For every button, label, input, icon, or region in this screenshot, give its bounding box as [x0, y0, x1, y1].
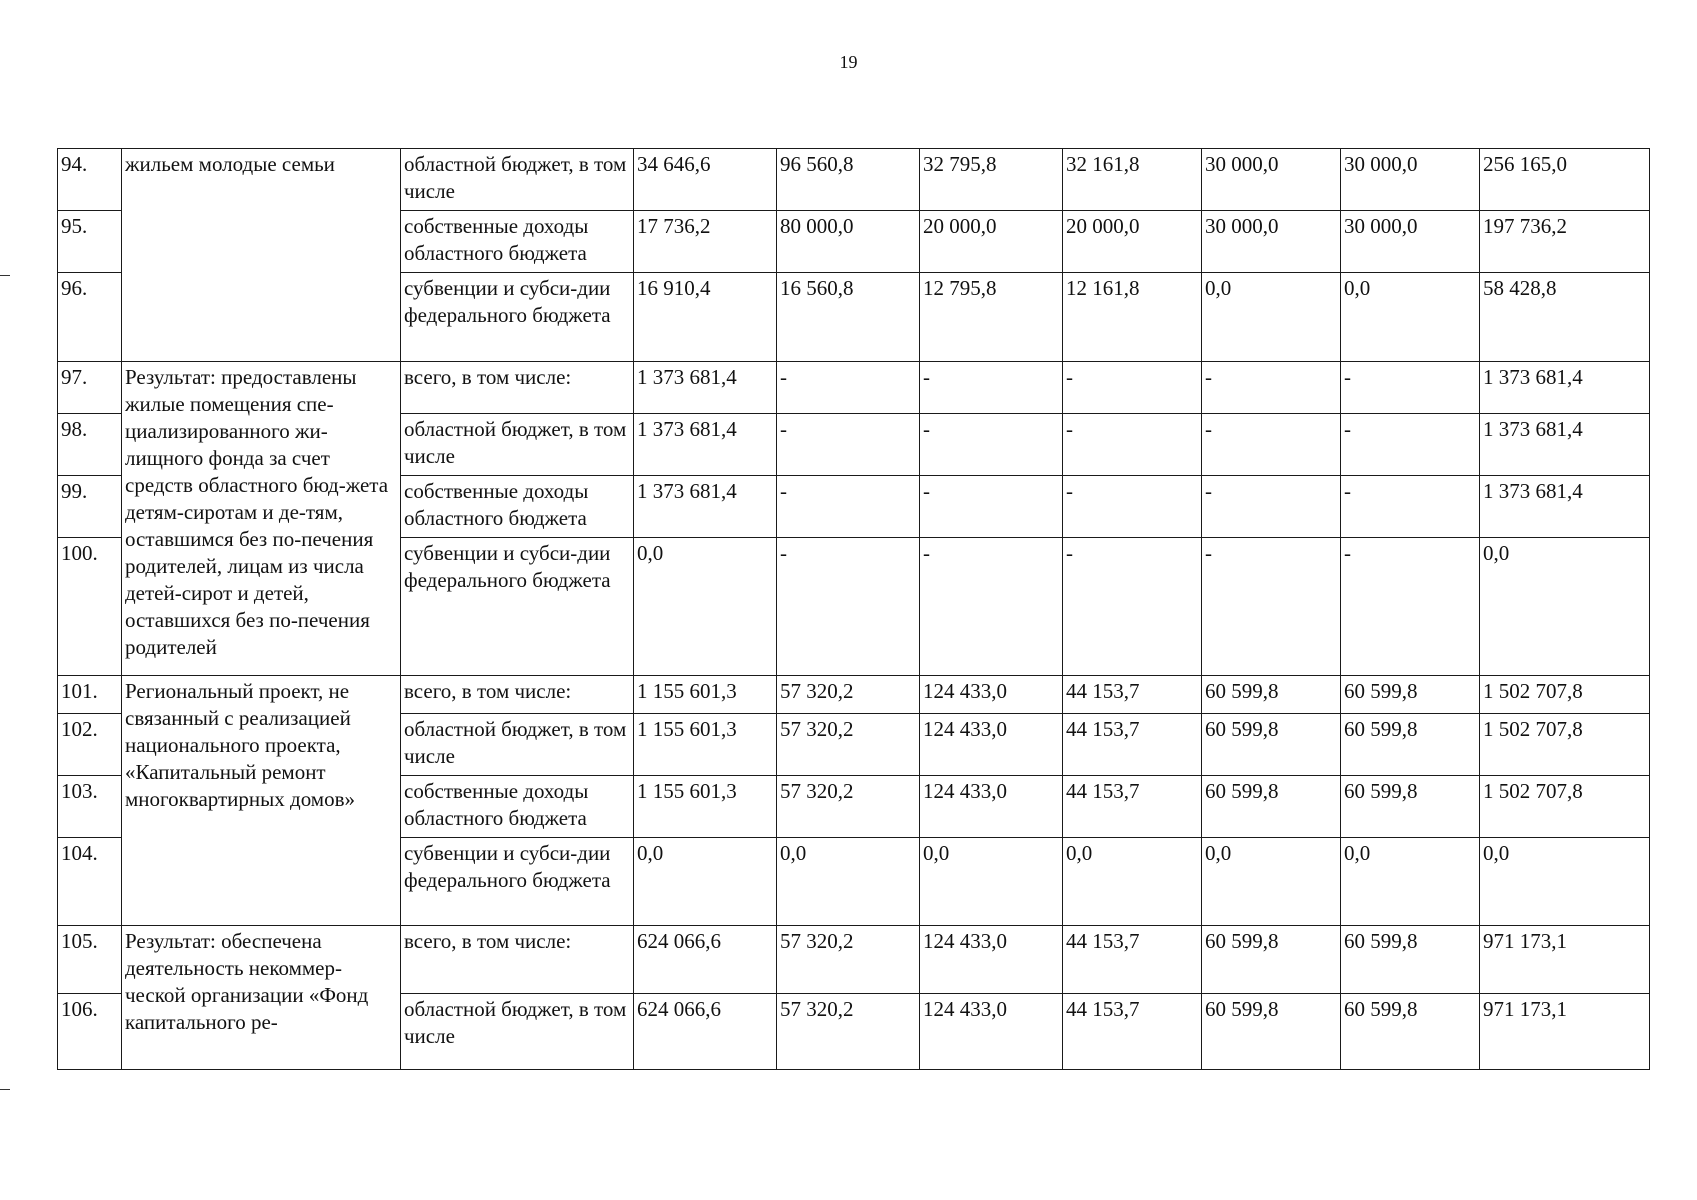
value-cell: 0,0 [634, 838, 777, 926]
table-body [58, 149, 1650, 1070]
value-cell: 57 320,2 [777, 776, 920, 838]
funding-source: областной бюджет, в том числе [401, 414, 634, 476]
table-row [58, 676, 1650, 714]
value-cell: 1 155 601,3 [634, 714, 777, 776]
total-cell: 0,0 [1480, 538, 1650, 676]
value-cell: 624 066,6 [634, 994, 777, 1070]
value-cell: - [1341, 414, 1480, 476]
total-cell: 1 502 707,8 [1480, 776, 1650, 838]
value-cell: 57 320,2 [777, 926, 920, 994]
funding-source: всего, в том числе: [401, 676, 634, 714]
value-cell: 0,0 [634, 538, 777, 676]
row-number: 96. [58, 273, 122, 362]
value-cell: 624 066,6 [634, 926, 777, 994]
row-number: 95. [58, 211, 122, 273]
table-row [58, 926, 1650, 994]
table-row [58, 149, 1650, 211]
total-cell: 256 165,0 [1480, 149, 1650, 211]
row-number: 106. [58, 994, 122, 1070]
value-cell: - [1063, 538, 1202, 676]
value-cell: 20 000,0 [920, 211, 1063, 273]
row-number: 104. [58, 838, 122, 926]
value-cell: 30 000,0 [1202, 211, 1341, 273]
funding-source: всего, в том числе: [401, 362, 634, 414]
margin-mark [0, 1089, 10, 1090]
value-cell: - [777, 538, 920, 676]
value-cell: 124 433,0 [920, 994, 1063, 1070]
group-label: Региональный проект, не связанный с реализацией национального проекта, «Капитальный ремонт многоквартирных домов» [122, 676, 401, 926]
value-cell: 60 599,8 [1341, 994, 1480, 1070]
value-cell: - [920, 538, 1063, 676]
value-cell: - [1063, 476, 1202, 538]
value-cell: 0,0 [1341, 273, 1480, 362]
budget-table [57, 148, 1650, 1070]
value-cell: 1 373 681,4 [634, 362, 777, 414]
row-number: 102. [58, 714, 122, 776]
value-cell: - [920, 362, 1063, 414]
value-cell: 60 599,8 [1341, 776, 1480, 838]
value-cell: 60 599,8 [1202, 776, 1341, 838]
row-number: 103. [58, 776, 122, 838]
value-cell: 0,0 [1063, 838, 1202, 926]
value-cell: 60 599,8 [1341, 676, 1480, 714]
value-cell: 30 000,0 [1341, 211, 1480, 273]
value-cell: 57 320,2 [777, 994, 920, 1070]
value-cell: 34 646,6 [634, 149, 777, 211]
value-cell: - [920, 476, 1063, 538]
value-cell: - [777, 414, 920, 476]
page-number: 19 [839, 52, 858, 72]
value-cell: 12 795,8 [920, 273, 1063, 362]
value-cell: - [1202, 362, 1341, 414]
value-cell: 60 599,8 [1202, 714, 1341, 776]
row-number: 105. [58, 926, 122, 994]
value-cell: 124 433,0 [920, 676, 1063, 714]
row-number: 100. [58, 538, 122, 676]
value-cell: 80 000,0 [777, 211, 920, 273]
row-number: 97. [58, 362, 122, 414]
value-cell: 44 153,7 [1063, 926, 1202, 994]
row-number: 98. [58, 414, 122, 476]
value-cell: 1 373 681,4 [634, 414, 777, 476]
value-cell: 57 320,2 [777, 714, 920, 776]
value-cell: - [1202, 538, 1341, 676]
value-cell: - [1341, 538, 1480, 676]
value-cell: 32 795,8 [920, 149, 1063, 211]
total-cell: 971 173,1 [1480, 926, 1650, 994]
margin-mark [0, 275, 10, 276]
value-cell: 12 161,8 [1063, 273, 1202, 362]
value-cell: 32 161,8 [1063, 149, 1202, 211]
funding-source: всего, в том числе: [401, 926, 634, 994]
row-number: 99. [58, 476, 122, 538]
total-cell: 197 736,2 [1480, 211, 1650, 273]
value-cell: 0,0 [777, 838, 920, 926]
funding-source: субвенции и субси-дии федерального бюджета [401, 538, 634, 676]
value-cell: 44 153,7 [1063, 676, 1202, 714]
value-cell: 1 373 681,4 [634, 476, 777, 538]
value-cell: - [920, 414, 1063, 476]
funding-source: собственные доходы областного бюджета [401, 211, 634, 273]
value-cell: 57 320,2 [777, 676, 920, 714]
value-cell: - [777, 476, 920, 538]
funding-source: собственные доходы областного бюджета [401, 776, 634, 838]
value-cell: 16 560,8 [777, 273, 920, 362]
value-cell: 124 433,0 [920, 926, 1063, 994]
value-cell: 96 560,8 [777, 149, 920, 211]
value-cell: 60 599,8 [1341, 714, 1480, 776]
value-cell: 17 736,2 [634, 211, 777, 273]
funding-source: собственные доходы областного бюджета [401, 476, 634, 538]
total-cell: 1 373 681,4 [1480, 362, 1650, 414]
value-cell: 0,0 [1202, 273, 1341, 362]
funding-source: субвенции и субси-дии федерального бюджета [401, 838, 634, 926]
row-number: 94. [58, 149, 122, 211]
total-cell: 0,0 [1480, 838, 1650, 926]
value-cell: 16 910,4 [634, 273, 777, 362]
value-cell: - [777, 362, 920, 414]
value-cell: - [1341, 362, 1480, 414]
value-cell: 44 153,7 [1063, 994, 1202, 1070]
total-cell: 1 502 707,8 [1480, 714, 1650, 776]
group-label: жильем молодые семьи [122, 149, 401, 362]
value-cell: 30 000,0 [1341, 149, 1480, 211]
total-cell: 971 173,1 [1480, 994, 1650, 1070]
total-cell: 58 428,8 [1480, 273, 1650, 362]
value-cell: 44 153,7 [1063, 714, 1202, 776]
value-cell: 20 000,0 [1063, 211, 1202, 273]
total-cell: 1 373 681,4 [1480, 476, 1650, 538]
funding-source: субвенции и субси-дии федерального бюджета [401, 273, 634, 362]
value-cell: 0,0 [1341, 838, 1480, 926]
total-cell: 1 502 707,8 [1480, 676, 1650, 714]
value-cell: 60 599,8 [1202, 994, 1341, 1070]
group-label: Результат: обеспечена деятельность некоммер-ческой организации «Фонд капитального ре- [122, 926, 401, 1070]
value-cell: - [1063, 362, 1202, 414]
funding-source: областной бюджет, в том числе [401, 994, 634, 1070]
value-cell: - [1063, 414, 1202, 476]
table-row [58, 362, 1650, 414]
value-cell: 60 599,8 [1202, 676, 1341, 714]
value-cell: 0,0 [920, 838, 1063, 926]
group-label: Результат: предоставлены жилые помещения спе-циализированного жи-лищного фонда за счет средств областного бюд-жета детям-сиротам и де-тям, оставшимся без по-печения родителей, лицам из числа детей-сирот и детей, оставшихся без по-печения родителей [122, 362, 401, 676]
row-number: 101. [58, 676, 122, 714]
value-cell: 60 599,8 [1341, 926, 1480, 994]
funding-source: областной бюджет, в том числе [401, 149, 634, 211]
value-cell: - [1341, 476, 1480, 538]
value-cell: 30 000,0 [1202, 149, 1341, 211]
value-cell: - [1202, 414, 1341, 476]
value-cell: 60 599,8 [1202, 926, 1341, 994]
total-cell: 1 373 681,4 [1480, 414, 1650, 476]
value-cell: - [1202, 476, 1341, 538]
funding-source: областной бюджет, в том числе [401, 714, 634, 776]
value-cell: 44 153,7 [1063, 776, 1202, 838]
value-cell: 1 155 601,3 [634, 676, 777, 714]
value-cell: 0,0 [1202, 838, 1341, 926]
value-cell: 124 433,0 [920, 714, 1063, 776]
value-cell: 1 155 601,3 [634, 776, 777, 838]
value-cell: 124 433,0 [920, 776, 1063, 838]
